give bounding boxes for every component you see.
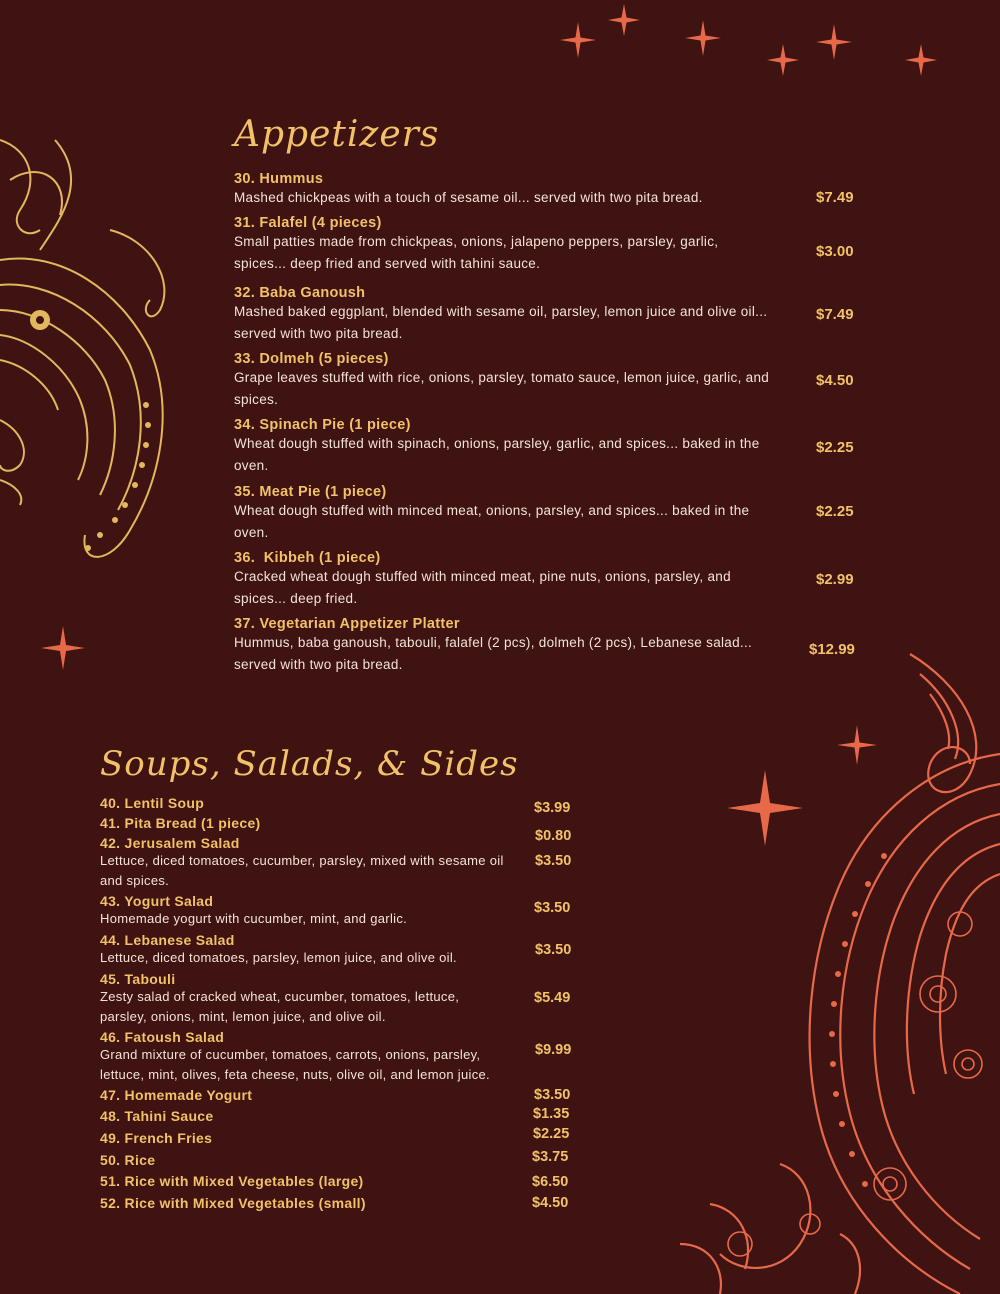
sparkle-icon (767, 44, 799, 76)
item-price: $5.49 (534, 990, 571, 1006)
sparkle-icon (816, 24, 852, 60)
item-name: 49. French Fries (100, 1130, 213, 1146)
item-name: 43. Yogurt Salad (100, 893, 214, 909)
item-price: $3.50 (535, 942, 572, 958)
sparkle-icon (41, 626, 85, 670)
item-price: $12.99 (809, 641, 855, 658)
sparkle-icon (905, 44, 937, 76)
item-name: 50. Rice (100, 1152, 156, 1168)
sides-title: Soups, Salads, & Sides (100, 744, 519, 784)
item-name: 33. Dolmeh (5 pieces) (234, 351, 389, 367)
menu-item (234, 484, 854, 544)
menu-item (234, 550, 854, 610)
gold-paisley-ornament (0, 120, 180, 580)
menu-item (234, 616, 855, 676)
item-price: $4.50 (816, 372, 854, 389)
item-price: $2.25 (816, 439, 854, 456)
sparkle-icon (560, 22, 596, 58)
item-name: 52. Rice with Mixed Vegetables (small) (100, 1195, 366, 1211)
menu-item (234, 215, 854, 275)
item-description: Zesty salad of cracked wheat, cucumber, tomatoes, lettuce, parsley, onions, mint, lemon juice, and olive oil. (100, 989, 460, 1024)
item-name: 46. Fatoush Salad (100, 1029, 225, 1045)
item-price: $9.99 (535, 1042, 572, 1058)
menu-item (100, 1149, 569, 1168)
item-description: Hummus, baba ganoush, tabouli, falafel (2 pcs), dolmeh (2 pcs), Lebanese salad... served with two pita bread. (234, 635, 753, 672)
item-description: Wheat dough stuffed with spinach, onions, parsley, garlic, and spices... baked in the oven. (234, 436, 760, 473)
item-price: $3.50 (534, 1087, 571, 1103)
item-name: 31. Falafel (4 pieces) (234, 215, 382, 231)
item-description: Homemade yogurt with cucumber, mint, and garlic. (100, 911, 408, 926)
item-description: Small patties made from chickpeas, onions, jalapeno peppers, parsley, garlic, spices... deep fried and served with tahini sauce. (234, 234, 719, 271)
item-description: Cracked wheat dough stuffed with minced meat, pine nuts, onions, parsley, and spices... deep fried. (234, 569, 731, 606)
item-name: 42. Jerusalem Salad (100, 835, 240, 851)
item-price: $6.50 (532, 1174, 569, 1190)
menu-item (100, 971, 571, 1026)
item-name: 32. Baba Ganoush (234, 285, 366, 301)
item-name: 41. Pita Bread (1 piece) (100, 815, 261, 831)
item-description: Grape leaves stuffed with rice, onions, parsley, tomato sauce, lemon juice, garlic, and spices. (234, 370, 770, 407)
item-name: 37. Vegetarian Appetizer Platter (234, 616, 460, 632)
item-price: $3.75 (532, 1149, 569, 1165)
item-price: $1.35 (533, 1106, 570, 1122)
menu-item (100, 932, 572, 968)
item-price: $2.25 (533, 1126, 570, 1142)
item-price: $3.50 (534, 900, 571, 916)
item-price: $2.25 (816, 503, 854, 520)
item-name: 40. Lentil Soup (100, 795, 205, 811)
sparkle-icon (685, 20, 721, 56)
sparkle-icon (727, 770, 803, 846)
menu-item (100, 1126, 570, 1146)
item-description: Grand mixture of cucumber, tomatoes, carrots, onions, parsley, lettuce, mint, olives, feta cheese, nuts, olive oil, and lemon juice. (100, 1047, 490, 1082)
item-name: 35. Meat Pie (1 piece) (234, 484, 387, 500)
item-price: $4.50 (532, 1195, 569, 1211)
appetizers-title: Appetizers (234, 114, 440, 155)
item-name: 30. Hummus (234, 171, 324, 187)
item-description: Mashed chickpeas with a touch of sesame oil... served with two pita bread. (234, 190, 703, 205)
menu-item (100, 1087, 571, 1103)
menu-item (100, 795, 571, 816)
item-price: $3.00 (816, 243, 854, 260)
item-description: Lettuce, diced tomatoes, cucumber, parsley, mixed with sesame oil and spices. (100, 853, 504, 888)
item-description: Mashed baked eggplant, blended with sesame oil, parsley, lemon juice and olive oil... served with two pita bread. (234, 304, 768, 341)
item-name: 47. Homemade Yogurt (100, 1087, 253, 1103)
item-price: $7.49 (816, 306, 854, 323)
item-description: Wheat dough stuffed with minced meat, onions, parsley, and spices... baked in the oven. (234, 503, 750, 540)
item-price: $3.99 (534, 800, 571, 816)
coral-paisley-ornament (670, 644, 1000, 1294)
item-price: $7.49 (816, 189, 854, 206)
menu-item (100, 1195, 569, 1211)
menu-item (234, 285, 854, 345)
sparkle-icon (608, 4, 640, 36)
menu-item (234, 351, 854, 411)
item-price: $3.50 (535, 853, 572, 869)
menu-item (100, 1029, 572, 1084)
menu-item (234, 417, 854, 477)
item-name: 51. Rice with Mixed Vegetables (large) (100, 1173, 364, 1189)
item-price: $2.99 (816, 571, 854, 588)
item-name: 48. Tahini Sauce (100, 1108, 214, 1124)
sparkle-icon (837, 725, 877, 765)
menu-item (100, 1106, 570, 1124)
menu-item (100, 893, 571, 929)
item-name: 36. Kibbeh (1 piece) (234, 550, 381, 566)
item-description: Lettuce, diced tomatoes, parsley, lemon juice, and olive oil. (100, 950, 457, 965)
item-name: 34. Spinach Pie (1 piece) (234, 417, 411, 433)
menu-item (234, 171, 854, 209)
item-name: 45. Tabouli (100, 971, 176, 987)
item-price: $0.80 (535, 828, 572, 844)
item-name: 44. Lebanese Salad (100, 932, 235, 948)
menu-item (100, 1173, 569, 1190)
